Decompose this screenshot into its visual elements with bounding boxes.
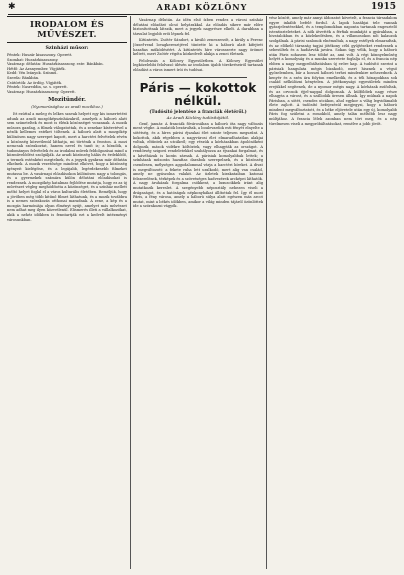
column-divider xyxy=(130,16,131,569)
column-right xyxy=(269,16,397,571)
article-body: Itt ezúttal a meleg és lelkes szavak helyett egy kis ismertetést adunk az aradi mozgóképszínházakról, amelyek a háború alatt sem szüneteltek és most is élénk közönséget vonzanak. A mozik műsora gazdag, a filmek válogatottak, és a zenekar kíséretével a nézők kellemes estéket töltenek. A háború alatt a mozgókép különösen nagy szerepet kapott, mert a harctéri felvételek révén a közönség közvetlenül láthatja, mi történik a fronton. A mozi nemcsak szórakoztat, hanem nevel és tanít is; a híradók, a tudományos felvételek és az irodalmi művek feldolgozásai mind a közművelődést szolgálják. Az aradi közönség hálás és érdeklődő, a termek esténként megtelnek, és a jegyek gyakran már délután elkelnek. A mozik vezetősége mindent elkövet, hogy a közönség igényeit kielégítse, és a legújabb, legérdekesebb filmeket mutassa be. A vasárnapi előadásokon különösen nagy a tolongás, és a gyermekek számára külön délutáni előadásokat is rendeznek. A mozgókép hatalmas fejlődése mutatja, hogy ez az új művészet végleg meghódította a közönséget, és a színház mellett méltó helyet foglal el a város kulturális életében. Reméljük, hogy a jövőben még több kitűnő filmet láthatunk, és a mozik továbbra is a nemes szórakozás otthonai maradnak. A zene, a kép és a mozgás harmóniája olyan élményt nyújt, amelyet más művészet nem adhat meg ilyen közvetlenül. Elismerés illeti a vállalkozókat, akik a nehéz időkben is fenntartják ezt a kedvelt intézményt városunkban. xyxy=(7,111,127,222)
program-line: Szerda: Bánkbán. xyxy=(7,75,40,80)
article-title: Páris — kokottok nélkül. xyxy=(139,80,257,108)
page-header xyxy=(8,2,396,15)
program-line: Csütörtök: Az ördög. Vígjáték. xyxy=(7,80,63,85)
divider-rule xyxy=(149,77,247,78)
program-line: Péntek: Huszár kisasszony. Operett. xyxy=(7,53,73,57)
article-subtitle: (Tudósító jelentése a franciák életéről.) xyxy=(149,109,247,115)
column-middle xyxy=(133,16,263,571)
program-line: Kedd: Vén leányok. Színmű. xyxy=(7,71,58,76)
column-divider xyxy=(266,16,267,569)
article-title: Mozitündér. xyxy=(48,97,86,104)
program-line: Szombat: Huszárkisasszony. xyxy=(7,57,59,62)
article-body: Genf, január. A franciák fővárosában a háború óta nagy változás ment végbe. A mulatók bezárultak, a boulevardok esti fényét elnyelte a sötétség, és a híres párisi éjszakai élet szinte teljesen megszűnt. A kokottok, akik régebben a nagyvárosi élet elmaradhatatlan alakjai voltak, eltűntek az utcákról; egy részük a kórházakban ápolónőként dolgozik, mások vidékre költöztek, vagy elhagyták az országot. A rendőrség szigorú rendeletekkel szabályozza az éjszakai forgalmat, és a kávéházak is korán zárnak. A párisiak komolyabbak lettek; a színházak műsorán hazafias darabok szerepelnek, és a közönség csendesen, mélységes aggodalommal várja a harctéri híreket. A divat is megváltozott: a fekete ruha lett uralkodó, mert alig van család, amely ne gyászolna valakit. Az üzletek kirakataiban katonai felszerelések, térképek és a szövetséges hadvezérek arcképei láthatók. A nagy áruházak forgalma csökkent, a luxuscikkek iránt alig mutatkozik kereslet. A szegényebb néposztály nehezen viseli a drágaságot, és a hatóságok népkonyhákat állítottak fel. Így él most Páris, a fény városa, amely a háború súlya alatt egészen más arcot mutat, mint a békés időkben, amikor a világ minden tájáról özönlöttek ide a szórakozni vágyók. xyxy=(133,121,263,209)
article-subtitle: (Nyomorúsághoz az aradi mozikhoz.) xyxy=(31,104,103,110)
program-line: Péntek: Nasreddin, sz. s. operett. xyxy=(7,85,68,90)
program-line: Vasárnap: délután: Huszárkisasszony, este: Bánkbán. xyxy=(7,62,104,67)
article-byline: Az Aradi Közlöny tudósítójától. xyxy=(166,114,230,120)
column-left xyxy=(7,16,127,571)
news-item: Vasárnap délután. Az idén első ízben rendez a városi színház délutáni előadást olcsó helyárakkal. Az előadás sikere már előre biztosítottnak látszik, mert a jegyek nagyrésze elkelt. A darabban a társulat legjobb erői lépnek fel. xyxy=(133,18,263,36)
article-body-continued: vész között, amely már annyi áldozatot követelt, a francia társadalom egyre inkább befelé fordul. A lapok hasábjai tele vannak gyászjelentésekkel, és a templomokban naponta tartanak engesztelő istentiszteleteket. A nők átvették a férfiak munkáját a gyárakban, a hivatalokban és a közlekedésben, és a villamosokon női kalauzok szolgálnak. A párisi szalonok elnémultak, a nagy estélyek elmaradtak, és az előkelő társaság tagjai jótékony célú gyűjtéseket rendeznek a sebesültek és a hadiárvák javára. Sokan úgy vélik, hogy a háború után Páris sohasem lesz többé az, ami volt. A régi könnyelműség helyét a komolyság és a munka szeretete foglalja el, és a francia nép ebben a nagy megpróbáltatásban új erőre kap. A tudósító szerint a párisiak hangulata mégis bizakodó, mert hisznek a végső győzelemben, bár a hosszú háború terhei mindenkire nehezednek. A kenyér és a szén ára folyton emelkedik, és a téli hónapokban sok család nélkülözni kénytelen. A jótékonysági egyesületek minden erejükkel segítenek, de a nyomor mégis nagy. A kórházak zsúfoltak, és az orvosok éjjel-nappal dolgoznak. A külföldiek nagy része elhagyta a várost, és a szállodák üresen állnak. Így múlnak a napok Párisban, a sötét, csendes utcákon, ahol egykor a világ legvidámabb élete zajlott. A tudósító befejezésül megjegyzi, hogy a háború mindent megváltoztatott, és a béke eljövetele után egy új, komolyabb Páris fog születni a romokból, amely talán méltóbb lesz nagy múltjához. A francia lélek azonban nem tört meg, és a nép türelmesen viseli a megpróbáltatásokat, remélve a jobb jövőt. xyxy=(269,16,397,126)
header-year: 1915 xyxy=(370,2,396,12)
newspaper-title: ARADI KÖZLÖNY xyxy=(156,2,248,12)
header-marker: ✱ xyxy=(8,2,16,12)
program-line: Hétfő: Az Aranyember. Vígjáték. xyxy=(7,66,66,71)
section-title: IRODALOM ÉS MŰVÉSZET. xyxy=(7,16,127,43)
news-item: Felolvasás a Kölcsey Egyesületben. A Kölcsey Egyesület legközelebbi felolvasó ülésén az irodalom újabb törekvéseiről tartanak előadást a város ismert írói és tudósai. xyxy=(133,58,263,72)
program-list xyxy=(7,53,127,94)
program-line: Vasárnap: Huszárkisasszony. Operett. xyxy=(7,89,76,94)
program-heading: Szinházi műsor: xyxy=(45,45,89,51)
news-item: Kitüntetés. Zsótér Sándort, a kiváló zeneszerzőt, a király a Ferenc József-rend lovagkeresztjével tüntette ki a háború alatt kifejtett hazafias működéséért. A kitüntetés híre városszerte nagy örömet keltett, mert Zsótér régóta közkedvelt alakja a zenei életnek. xyxy=(133,38,263,57)
